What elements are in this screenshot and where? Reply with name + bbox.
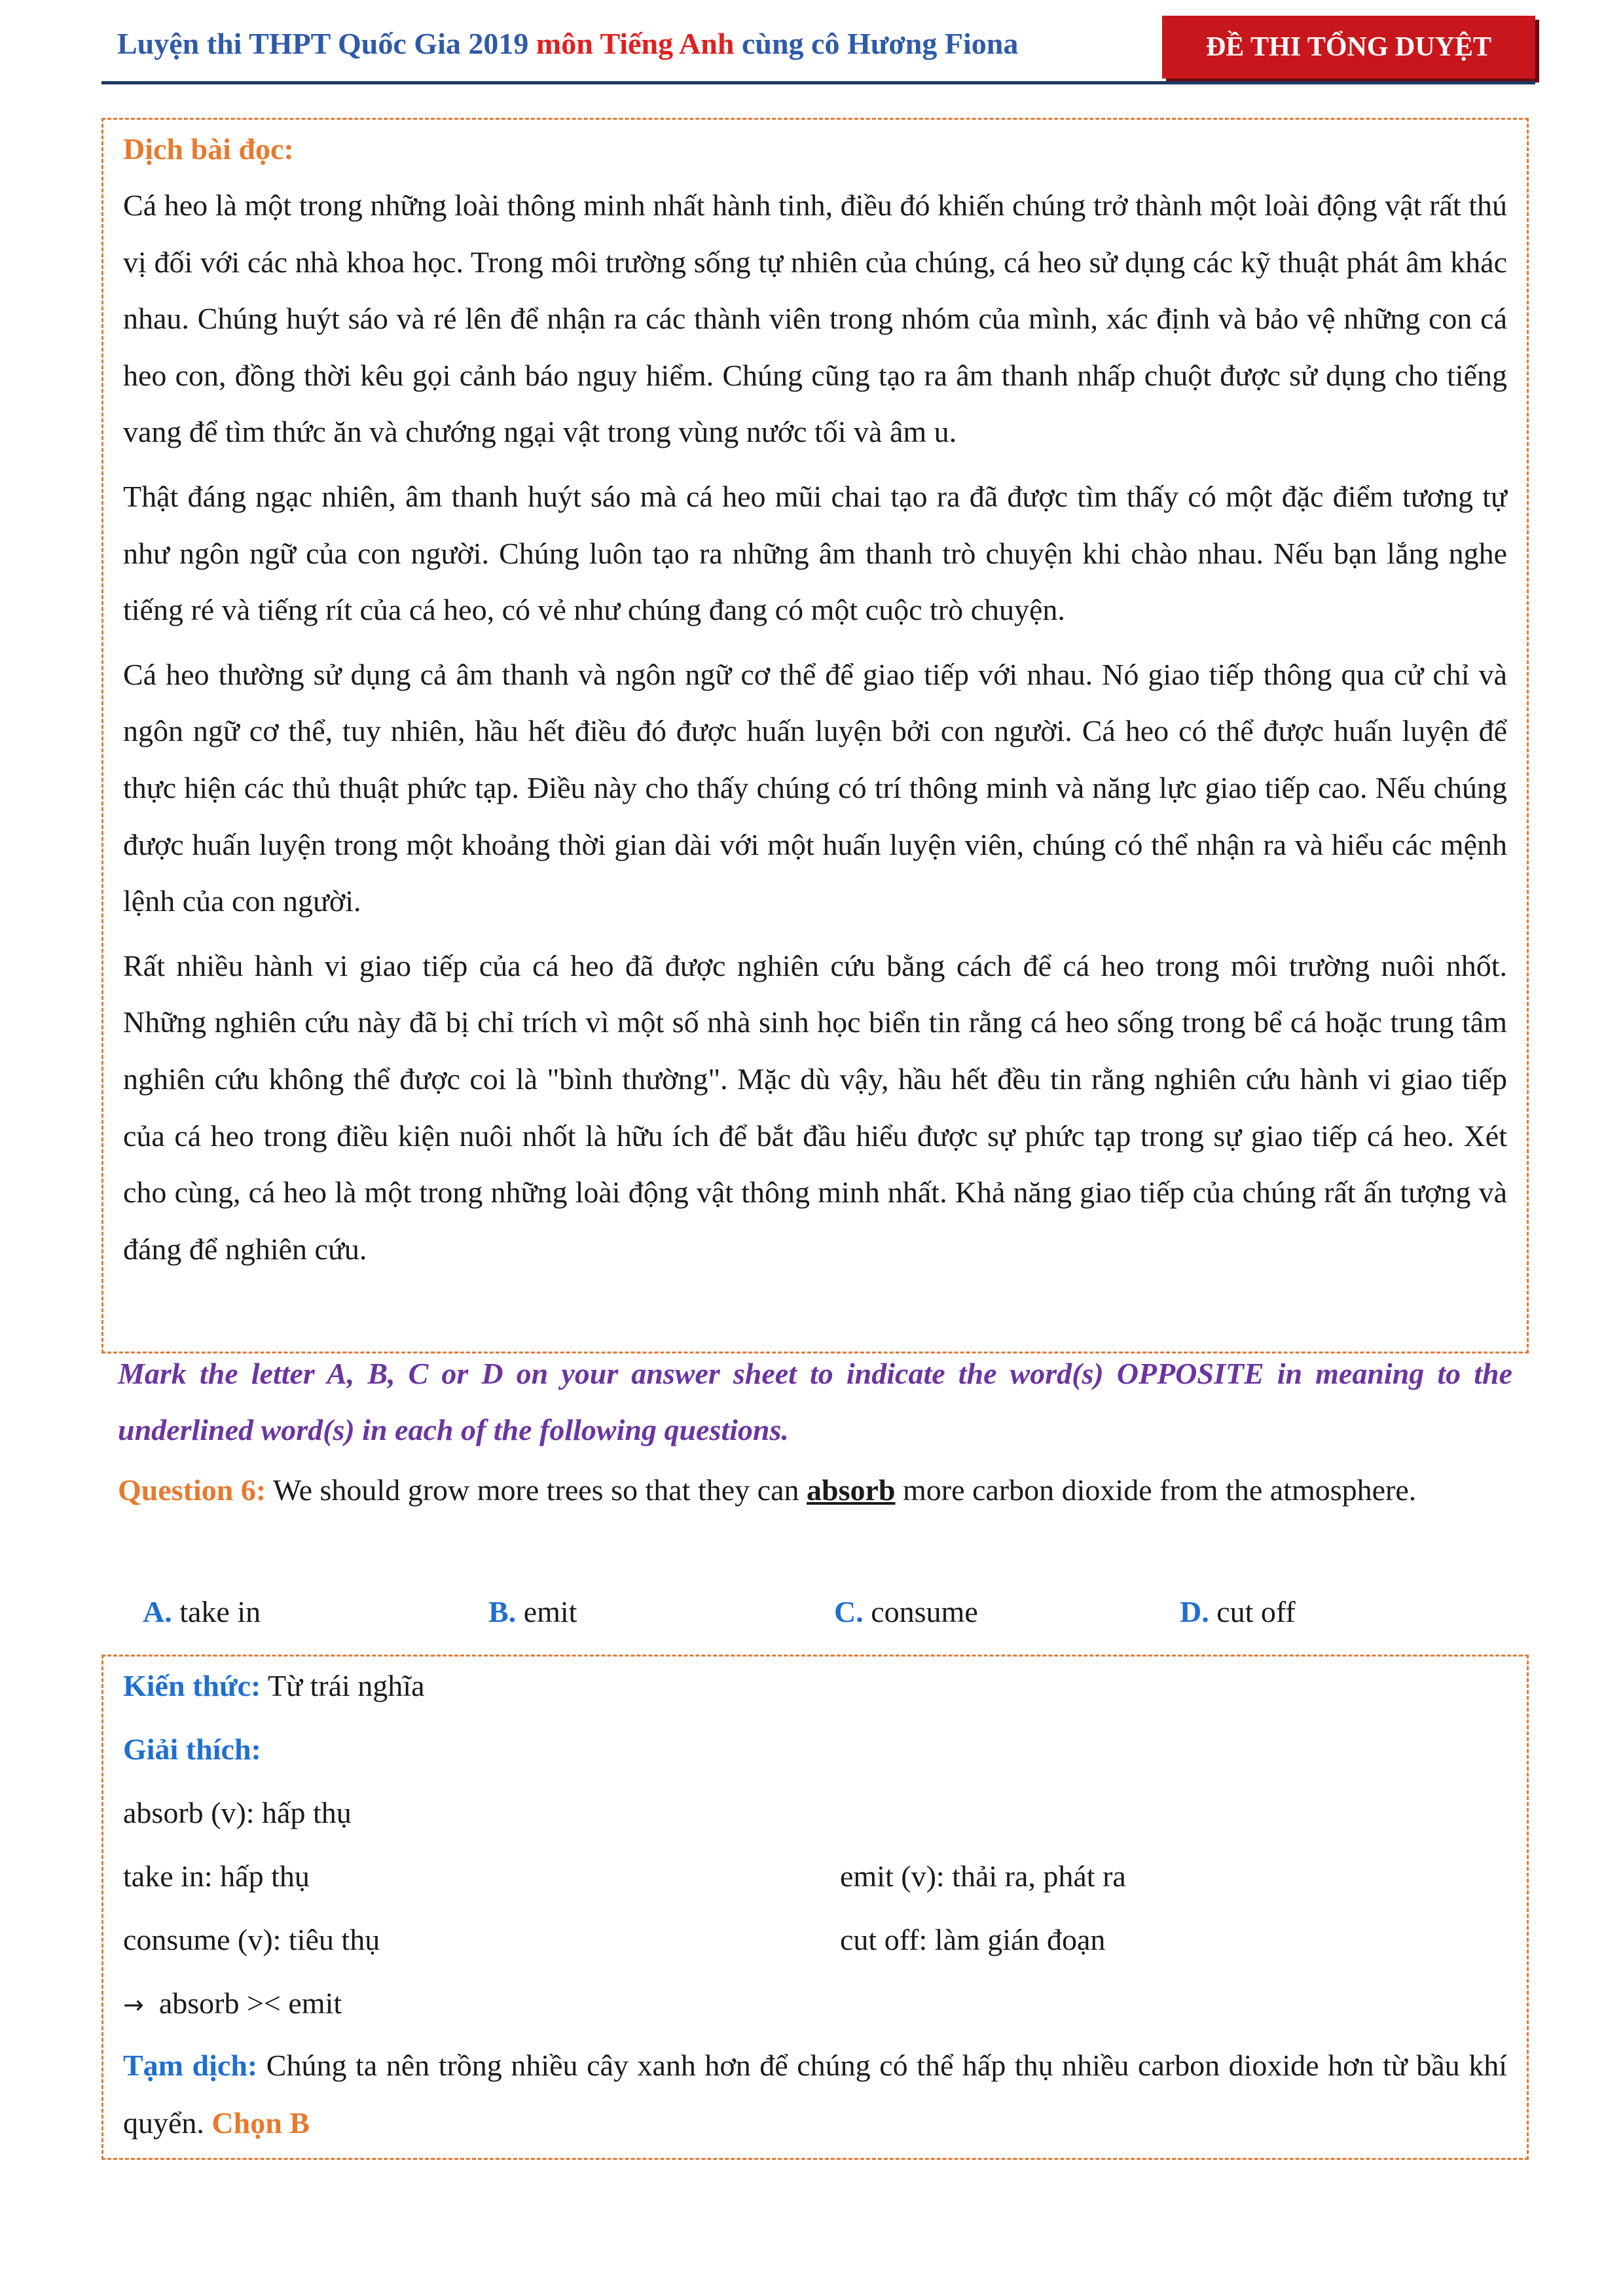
question-text-before: We should grow more trees so that they can — [266, 1473, 807, 1507]
conclusion-line — [123, 1971, 1507, 2037]
question-text-after: more carbon dioxide from the atmosphere. — [895, 1473, 1417, 1507]
option-a[interactable] — [143, 1584, 261, 1640]
conclusion-text: absorb >< emit — [158, 1986, 342, 2020]
option-d-text: cut off — [1209, 1595, 1296, 1628]
question-6 — [118, 1462, 1512, 1518]
answer-options — [118, 1584, 1512, 1640]
translation-heading: Dịch bài đọc: — [123, 132, 294, 166]
absorb-definition: absorb (v): hấp thụ — [123, 1796, 352, 1829]
option-c-text: consume — [863, 1595, 978, 1628]
translation-paragraph-4: Rất nhiều hành vi giao tiếp của cá heo đã được nghiên cứu bằng cách để cá heo trong môi trường nuôi nhốt. Những nghiên cứu này đã bị chỉ trích vì một số nhà sinh học biển tin rằng cá heo sống trong bể cá hoặc trung tâm nghiên cứu không thể được coi là "bình thường". Mặc dù vậy, hầu hết đều tin rằng nghiên cứu hành vi giao tiếp của cá heo trong điều kiện nuôi nhốt là hữu ích để bắt đầu hiểu được sự phức tạp trong sự giao tiếp cá heo. Xét cho cùng, cá heo là một trong những loài động vật thông minh nhất. Khả năng giao tiếp của chúng rất ấn tượng và đáng để nghiên cứu. — [123, 948, 1507, 1266]
definition-row-2 — [123, 1908, 1507, 1971]
section-instruction: Mark the letter A, B, C or D on your answer sheet to indicate the word(s) OPPOSITE in meaning to the underlined word(s) in each of the following questions. — [118, 1357, 1512, 1446]
page-header — [101, 13, 1535, 85]
arrow-icon: → — [123, 1990, 144, 2019]
translation-paragraph-2: Thật đáng ngạc nhiên, âm thanh huýt sáo mà cá heo mũi chai tạo ra đã được tìm thấy có một đặc điểm tương tự như ngôn ngữ của con người. Chúng luôn tạo ra những âm thanh trò chuyện khi chào nhau. Nếu bạn lắng nghe tiếng ré và tiếng rít của cá heo, có vẻ như chúng đang có một cuộc trò chuyện. — [123, 479, 1507, 627]
option-b[interactable] — [488, 1584, 577, 1640]
translation-text: Chúng ta nên trồng nhiều cây xanh hơn để chúng có thể hấp thụ nhiều carbon dioxide hơn từ bầu khí quyển. — [123, 2049, 1508, 2140]
option-a-text: take in — [172, 1595, 261, 1628]
option-d[interactable] — [1180, 1584, 1296, 1640]
question-keyword: absorb — [807, 1473, 896, 1507]
definition-consume: consume (v): tiêu thụ — [123, 1923, 380, 1956]
header-title — [117, 26, 1018, 61]
translation-paragraph-1: Cá heo là một trong những loài thông minh nhất hành tinh, điều đó khiến chúng trở thành một loài động vật rất thú vị đối với các nhà khoa học. Trong môi trường sống tự nhiên của chúng, cá heo sử dụng các kỹ thuật phát âm khác nhau. Chúng huýt sáo và ré lên để nhận ra các thành viên trong nhóm của mình, xác định và bảo vệ những con cá heo con, đồng thời kêu gọi cảnh báo nguy hiểm. Chúng cũng tạo ra âm thanh nhấp chuột được sử dụng cho tiếng vang để tìm thức ăn và chướng ngại vật trong vùng nước tối và âm u. — [123, 188, 1507, 449]
option-a-letter: A. — [143, 1595, 172, 1628]
header-badge: ĐỀ THI TỔNG DUYỆT — [1162, 16, 1535, 79]
header-title-part1: Luyện thi THPT Quốc Gia 2019 — [117, 27, 536, 60]
question-label: Question 6: — [118, 1473, 266, 1507]
header-title-subject: môn Tiếng Anh — [536, 27, 735, 60]
option-c[interactable] — [834, 1584, 978, 1640]
header-title-part2: cùng cô Hương Fiona — [734, 27, 1019, 60]
option-b-letter: B. — [488, 1595, 517, 1628]
definition-cut-off: cut off: làm gián đoạn — [840, 1923, 1106, 1956]
translation-box — [101, 118, 1529, 1354]
translation-line — [123, 2037, 1507, 2152]
explain-label: Giải thích: — [123, 1732, 261, 1766]
translation-paragraph-3: Cá heo thường sử dụng cả âm thanh và ngôn ngữ cơ thể để giao tiếp với nhau. Nó giao tiếp thông qua cử chỉ và ngôn ngữ cơ thể, tuy nhiên, hầu hết điều đó được huấn luyện bởi con người. Cá heo có thể được huấn luyện để thực hiện các thủ thuật phức tạp. Điều này cho thấy chúng có trí thông minh và năng lực giao tiếp cao. Nếu chúng được huấn luyện trong một khoảng thời gian dài với một huấn luyện viên, chúng có thể nhận ra và hiểu các mệnh lệnh của con người. — [123, 657, 1507, 918]
translation-label: Tạm dịch: — [123, 2049, 258, 2082]
knowledge-label: Kiến thức: — [123, 1669, 261, 1702]
definition-emit: emit (v): thải ra, phát ra — [840, 1859, 1126, 1893]
answer-choice: Chọn B — [211, 2106, 310, 2140]
definition-row-1 — [123, 1844, 1507, 1908]
knowledge-line — [123, 1654, 1507, 1717]
header-divider — [101, 81, 1535, 84]
definition-take-in: take in: hấp thụ — [123, 1859, 310, 1893]
explanation-box — [101, 1655, 1529, 2160]
knowledge-value: Từ trái nghĩa — [261, 1669, 425, 1702]
option-c-letter: C. — [834, 1595, 864, 1628]
option-b-text: emit — [516, 1595, 577, 1628]
option-d-letter: D. — [1180, 1595, 1209, 1628]
